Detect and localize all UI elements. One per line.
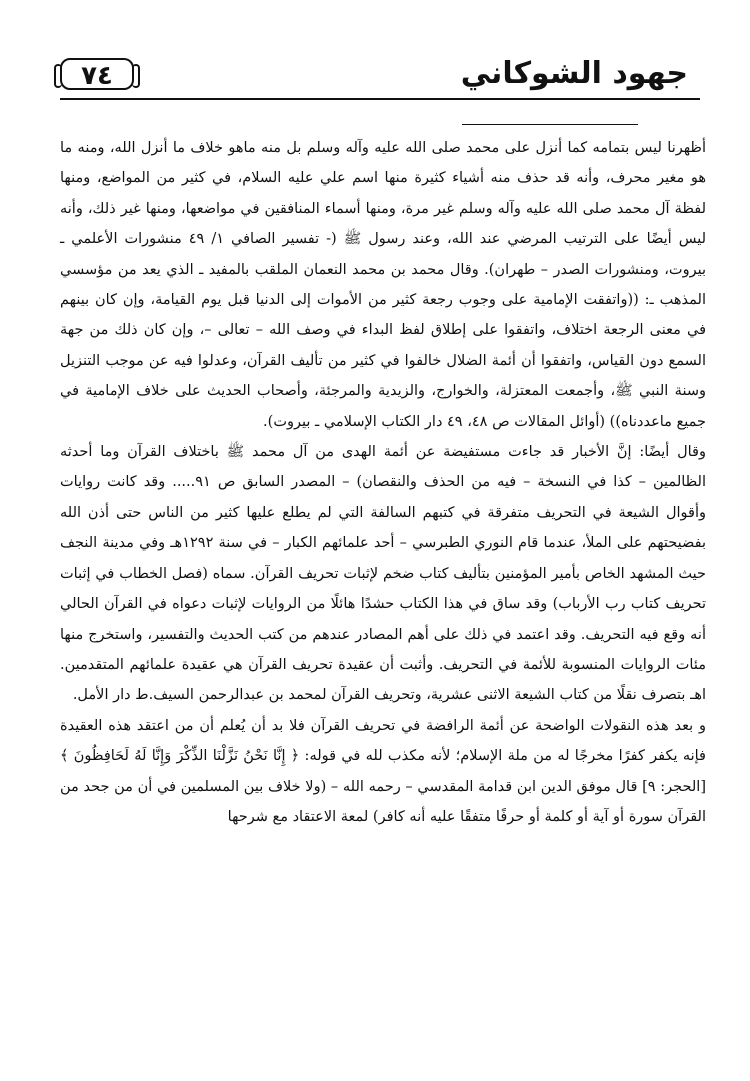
- header-rule: [60, 98, 700, 100]
- book-title: جهود الشوكاني: [460, 56, 688, 91]
- body-text: [60, 133, 706, 832]
- paragraph: و بعد هذه النقولات الواضحة عن أئمة الرافضة في تحريف القرآن فلا بد أن يُعلم أن من اعتقد هذه العقيدة فإنه يكفر كفرًا مخرجًا له من ملة الإسلام؛ لأنه مكذب لله في قوله: ﴿ إِنَّا نَحْنُ نَزَّلْنَا الذِّكْرَ وَإِنَّا لَهُ لَحَافِظُونَ ﴾ [الحجر: ٩] قال موفق الدين ابن قدامة المقدسي – رحمه الله – (ولا خلاف بين المسلمين في أن من جحد من القرآن سورة أو آية أو كلمة أو حرفًا متفقًا عليه أنه كافر) لمعة الاعتقاد مع شرحها: [60, 717, 706, 825]
- footnote-separator: [462, 124, 638, 125]
- paragraph: وقال أيضًا: إنَّ الأخبار قد جاءت مستفيضة عن أئمة الهدى من آل محمد ﷺ باختلاف القرآن وما أحدثه الظالمين – كذا في النسخة – فيه من الحذف والنقصان) – المصدر السابق ص ٩١..... وقد كانت روايات وأقوال الشيعة في التحريف متفرقة في كتبهم السالفة التي لم يطلع عليها كثير من الناس حتى أذن الله بفضيحتهم على الملأ، عندما قام النوري الطبرسي – أحد علمائهم الكبار – في سنة ١٢٩٢هـ وفي مدينة النجف حيث المشهد الخاص بأمير المؤمنين بتأليف كتاب ضخم لإثبات تحريف القرآن. سماه (فصل الخطاب في إثبات تحريف كتاب رب الأرباب) وقد ساق في هذا الكتاب حشدًا هائلًا من الروايات لإثبات دعواه في القرآن الحالي أنه وقع فيه التحريف. وقد اعتمد في ذلك على أهم المصادر عندهم من كتب الحديث والتفسير، واستخرج منها مئات الروايات المنسوبة للأئمة في التحريف. وأثبت أن عقيدة تحريف القرآن هي عقيدة علمائهم المتقدمين. اهـ بتصرف نقلًا من كتاب الشيعة الاثنى عشرية، وتحريف القرآن لمحمد بن عبدالرحمن السيف.ط دار الأمل.: [60, 444, 706, 704]
- page-header: [60, 50, 700, 100]
- page-number: ٧٤: [60, 58, 134, 90]
- paragraph: أظهرنا ليس بتمامه كما أنزل على محمد صلى الله عليه وآله وسلم بل منه ماهو خلاف ما أنزل الله، ومنه ما هو مغير محرف، وأنه قد حذف منه أشياء كثيرة منها اسم علي عليه السلام، في كثير من المواضع، ومنها لفظة آل محمد صلى الله عليه وآله وسلم غير مرة، ومنها أسماء المنافقين في مواضعها، ومنها غير ذلك، وأنه ليس أيضًا على الترتيب المرضي عند الله، وعند رسول ﷺ (- تفسير الصافي ١/ ٤٩ منشورات الأعلمي ـ بيروت، ومنشورات الصدر – طهران). وقال محمد بن محمد النعمان الملقب بالمفيد ـ الذي يعد من مؤسسي المذهب ـ: ((واتفقت الإمامية على وجوب رجعة كثير من الأموات إلى الدنيا قبل يوم القيامة، وإن كان بينهم في معنى الرجعة اختلاف، واتفقوا على إطلاق لفظ البداء في وصف الله – تعالى –، وإن كان ذلك من جهة السمع دون القياس، واتفقوا أن أئمة الضلال خالفوا في كثير من تأليف القرآن، وعدلوا فيه عن موجب التنزيل وسنة النبي ﷺ، وأجمعت المعتزلة، والخوارج، والزيدية والمرجئة، وأصحاب الحديث على خلاف الإمامية في جميع ماعددناه)) (أوائل المقالات ص ٤٨، ٤٩ دار الكتاب الإسلامي ـ بيروت).: [60, 140, 706, 430]
